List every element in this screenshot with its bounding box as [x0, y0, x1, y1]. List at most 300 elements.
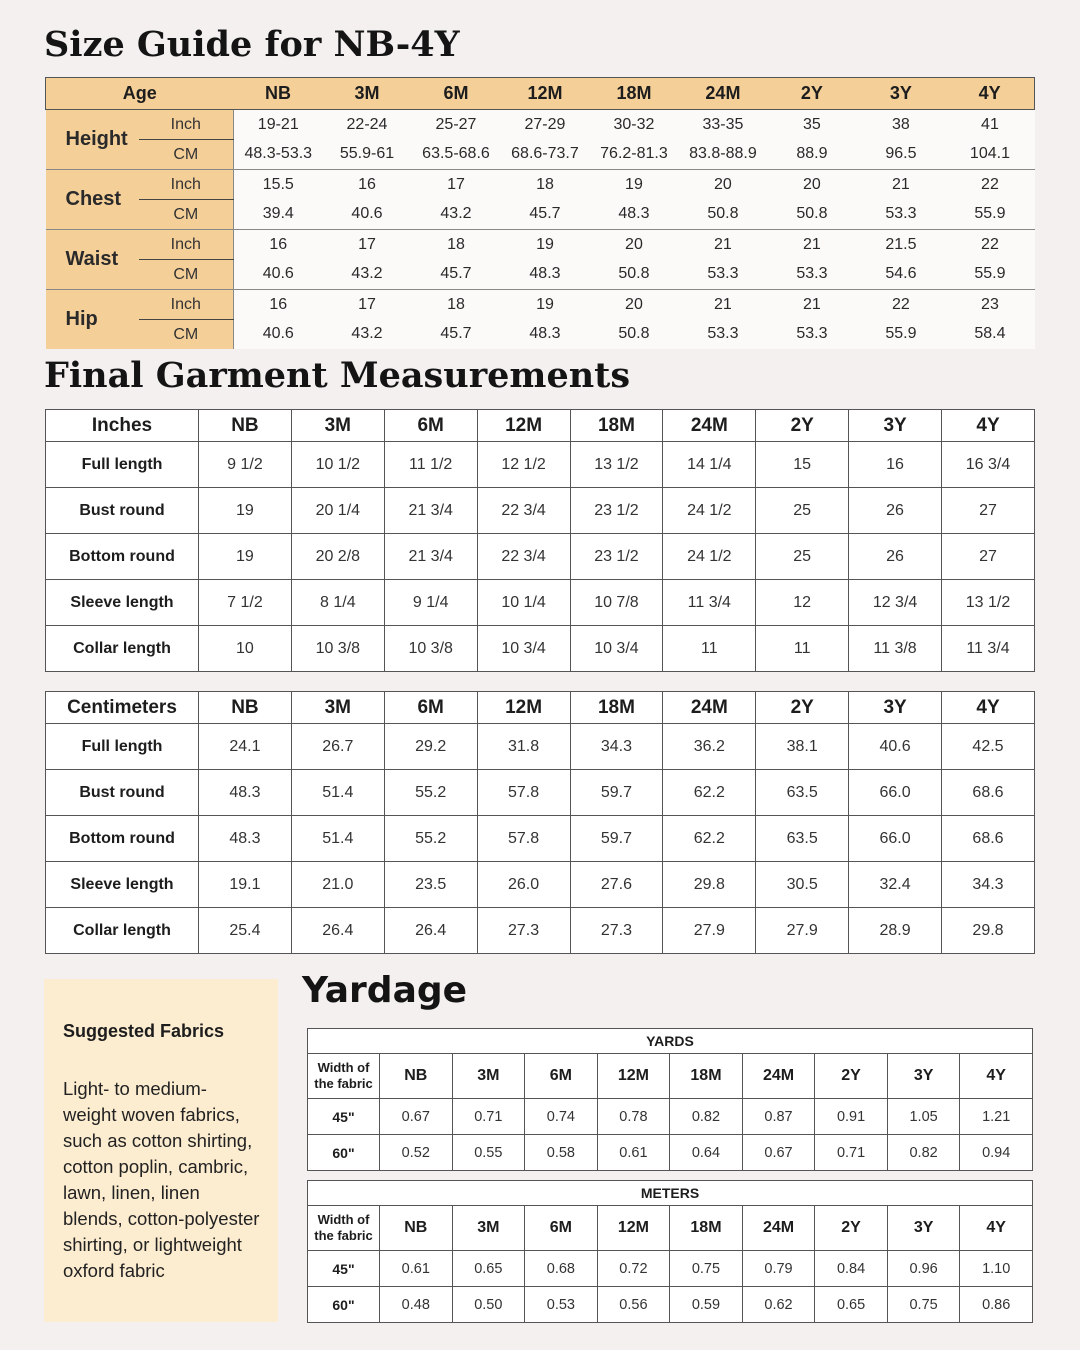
size-header: 24M — [663, 410, 756, 442]
table-cell: 0.72 — [597, 1251, 670, 1287]
size-guide-header-row — [46, 78, 1035, 110]
table-cell: 23 — [945, 290, 1034, 320]
table-cell: 21 — [767, 230, 856, 260]
size-header: 3Y — [887, 1206, 960, 1251]
table-cell: 42.5 — [942, 724, 1035, 770]
table-cell: 17 — [323, 230, 412, 260]
width-label-line2: the fabric — [314, 1076, 373, 1091]
table-cell: 83.8-88.9 — [678, 140, 767, 170]
size-header: 18M — [570, 410, 663, 442]
size-header: 2Y — [756, 692, 849, 724]
table-cell: 0.71 — [452, 1099, 525, 1135]
table-row — [46, 724, 1035, 770]
table-cell: 40.6 — [234, 320, 323, 350]
size-guide-row — [46, 110, 1035, 140]
unit-label-cm: CM — [139, 140, 234, 170]
table-cell: 22 3/4 — [477, 534, 570, 580]
table-cell: 22 — [945, 170, 1034, 200]
table-header-row — [308, 1206, 1033, 1251]
row-label: Full length — [46, 442, 199, 488]
table-cell: 0.64 — [670, 1135, 743, 1171]
table-cell: 27 — [942, 534, 1035, 580]
table-cell: 25.4 — [199, 908, 292, 954]
table-cell: 11 — [756, 626, 849, 672]
table-cell: 31.8 — [477, 724, 570, 770]
table-cell: 55.9-61 — [323, 140, 412, 170]
size-guide-table — [45, 77, 1035, 349]
table-cell: 25 — [756, 534, 849, 580]
table-cell: 40.6 — [323, 200, 412, 230]
unit-header: Centimeters — [46, 692, 199, 724]
table-cell: 40.6 — [849, 724, 942, 770]
table-cell: 0.50 — [452, 1287, 525, 1323]
table-cell: 9 1/4 — [384, 580, 477, 626]
table-cell: 54.6 — [856, 260, 945, 290]
table-cell: 19 — [199, 488, 292, 534]
size-header: 18M — [570, 692, 663, 724]
table-cell: 66.0 — [849, 770, 942, 816]
table-cell: 104.1 — [945, 140, 1034, 170]
table-cell: 22 — [945, 230, 1034, 260]
table-cell: 27.9 — [756, 908, 849, 954]
size-header: 3Y — [856, 78, 945, 110]
table-cell: 58.4 — [945, 320, 1034, 350]
table-row — [46, 534, 1035, 580]
table-cell: 13 1/2 — [570, 442, 663, 488]
row-label: Full length — [46, 724, 199, 770]
table-cell: 0.65 — [815, 1287, 888, 1323]
table-cell: 53.3 — [678, 260, 767, 290]
table-header-row — [308, 1054, 1033, 1099]
table-cell: 53.3 — [678, 320, 767, 350]
table-cell: 21 3/4 — [384, 488, 477, 534]
size-header: 4Y — [942, 692, 1035, 724]
table-cell: 12 3/4 — [849, 580, 942, 626]
table-cell: 59.7 — [570, 770, 663, 816]
table-cell: 11 3/8 — [849, 626, 942, 672]
table-cell: 18 — [411, 230, 500, 260]
size-guide-title: Size Guide for NB-4Y — [44, 24, 460, 65]
table-cell: 55.2 — [384, 770, 477, 816]
table-cell: 48.3 — [589, 200, 678, 230]
table-cell: 15 — [756, 442, 849, 488]
table-cell: 23 1/2 — [570, 488, 663, 534]
table-cell: 0.58 — [525, 1135, 598, 1171]
row-label: 45" — [308, 1099, 380, 1135]
table-cell: 38 — [856, 110, 945, 140]
table-row — [308, 1135, 1033, 1171]
table-cell: 53.3 — [856, 200, 945, 230]
table-cell: 19 — [500, 290, 589, 320]
size-guide-row — [46, 260, 1035, 290]
table-cell: 0.71 — [815, 1135, 888, 1171]
table-cell: 26 — [849, 488, 942, 534]
table-row — [46, 488, 1035, 534]
table-cell: 50.8 — [678, 200, 767, 230]
size-guide-row — [46, 290, 1035, 320]
unit-label-cm: CM — [139, 200, 234, 230]
size-guide-row — [46, 200, 1035, 230]
table-cell: 19.1 — [199, 862, 292, 908]
table-caption-row — [308, 1181, 1033, 1206]
table-cell: 43.2 — [323, 320, 412, 350]
table-cell: 24 1/2 — [663, 534, 756, 580]
size-header: 3M — [291, 692, 384, 724]
table-cell: 19 — [500, 230, 589, 260]
table-row — [308, 1287, 1033, 1323]
table-row — [46, 580, 1035, 626]
table-cell: 0.61 — [380, 1251, 453, 1287]
table-cell: 0.78 — [597, 1099, 670, 1135]
size-header: 3M — [452, 1206, 525, 1251]
size-guide-row — [46, 170, 1035, 200]
table-cell: 10 7/8 — [570, 580, 663, 626]
table-cell: 17 — [411, 170, 500, 200]
table-cell: 33-35 — [678, 110, 767, 140]
table-cell: 59.7 — [570, 816, 663, 862]
row-label: Sleeve length — [46, 580, 199, 626]
table-row — [46, 908, 1035, 954]
table-cell: 88.9 — [767, 140, 856, 170]
measurement-label: Waist — [46, 230, 139, 290]
table-cell: 55.9 — [945, 260, 1034, 290]
table-cell: 45.7 — [411, 320, 500, 350]
size-header: 6M — [525, 1054, 598, 1099]
table-row — [46, 816, 1035, 862]
table-cell: 11 — [663, 626, 756, 672]
table-cell: 17 — [323, 290, 412, 320]
size-header: NB — [380, 1054, 453, 1099]
table-cell: 68.6-73.7 — [500, 140, 589, 170]
table-cell: 26.4 — [291, 908, 384, 954]
table-cell: 11 1/2 — [384, 442, 477, 488]
table-cell: 27.6 — [570, 862, 663, 908]
size-header: 24M — [678, 78, 767, 110]
table-cell: 57.8 — [477, 816, 570, 862]
table-cell: 12 — [756, 580, 849, 626]
table-cell: 0.79 — [742, 1251, 815, 1287]
table-header-row — [46, 692, 1035, 724]
row-label: Collar length — [46, 908, 199, 954]
table-cell: 16 — [234, 290, 323, 320]
size-header: 3M — [291, 410, 384, 442]
table-cell: 0.75 — [887, 1287, 960, 1323]
table-header-row — [46, 410, 1035, 442]
table-cell: 62.2 — [663, 816, 756, 862]
table-row — [308, 1251, 1033, 1287]
table-cell: 18 — [411, 290, 500, 320]
size-header: 12M — [477, 410, 570, 442]
table-cell: 27.9 — [663, 908, 756, 954]
unit-label-cm: CM — [139, 320, 234, 350]
unit-label-inch: Inch — [139, 290, 234, 320]
table-cell: 51.4 — [291, 770, 384, 816]
size-header: 3M — [323, 78, 412, 110]
table-cell: 0.53 — [525, 1287, 598, 1323]
table-cell: 66.0 — [849, 816, 942, 862]
table-cell: 0.91 — [815, 1099, 888, 1135]
table-cell: 22 3/4 — [477, 488, 570, 534]
size-header: NB — [234, 78, 323, 110]
table-cell: 16 3/4 — [942, 442, 1035, 488]
size-header: 2Y — [767, 78, 856, 110]
table-cell: 30.5 — [756, 862, 849, 908]
table-cell: 11 3/4 — [942, 626, 1035, 672]
table-cell: 20 — [589, 290, 678, 320]
table-cell: 14 1/4 — [663, 442, 756, 488]
unit-label-inch: Inch — [139, 110, 234, 140]
size-header: 18M — [670, 1206, 743, 1251]
table-cell: 55.2 — [384, 816, 477, 862]
table-cell: 27-29 — [500, 110, 589, 140]
table-cell: 62.2 — [663, 770, 756, 816]
table-cell: 23.5 — [384, 862, 477, 908]
table-cell: 15.5 — [234, 170, 323, 200]
width-label-line1: Width of — [317, 1212, 370, 1227]
row-label: Collar length — [46, 626, 199, 672]
age-header: Age — [46, 78, 234, 110]
measurement-label: Hip — [46, 290, 139, 350]
table-caption: YARDS — [308, 1029, 1033, 1054]
unit-header: Inches — [46, 410, 199, 442]
table-cell: 8 1/4 — [291, 580, 384, 626]
table-cell: 0.59 — [670, 1287, 743, 1323]
table-cell: 24.1 — [199, 724, 292, 770]
table-cell: 21 3/4 — [384, 534, 477, 580]
size-header: NB — [199, 410, 292, 442]
suggested-fabrics-box — [44, 979, 278, 1322]
table-cell: 0.56 — [597, 1287, 670, 1323]
table-cell: 25-27 — [411, 110, 500, 140]
table-cell: 34.3 — [570, 724, 663, 770]
size-guide-row — [46, 140, 1035, 170]
size-header: 18M — [670, 1054, 743, 1099]
size-header: 6M — [384, 692, 477, 724]
table-cell: 0.67 — [380, 1099, 453, 1135]
table-cell: 9 1/2 — [199, 442, 292, 488]
garment-inches-table — [45, 409, 1035, 672]
table-cell: 0.65 — [452, 1251, 525, 1287]
table-cell: 29.8 — [942, 908, 1035, 954]
table-cell: 23 1/2 — [570, 534, 663, 580]
table-cell: 29.8 — [663, 862, 756, 908]
table-cell: 10 1/4 — [477, 580, 570, 626]
size-header: 3Y — [849, 410, 942, 442]
table-cell: 0.67 — [742, 1135, 815, 1171]
width-of-fabric-header — [308, 1054, 380, 1099]
width-label-line1: Width of — [317, 1060, 370, 1075]
table-cell: 19-21 — [234, 110, 323, 140]
table-cell: 16 — [234, 230, 323, 260]
table-cell: 24 1/2 — [663, 488, 756, 534]
table-cell: 0.74 — [525, 1099, 598, 1135]
row-label: Bust round — [46, 488, 199, 534]
table-row — [308, 1099, 1033, 1135]
size-header: 3M — [452, 1054, 525, 1099]
size-header: 6M — [525, 1206, 598, 1251]
measurement-label: Height — [46, 110, 139, 170]
size-header: 2Y — [815, 1206, 888, 1251]
table-cell: 26.0 — [477, 862, 570, 908]
row-label: Bust round — [46, 770, 199, 816]
unit-label-inch: Inch — [139, 170, 234, 200]
size-header: 4Y — [960, 1206, 1033, 1251]
table-cell: 10 3/4 — [477, 626, 570, 672]
size-header: 24M — [742, 1054, 815, 1099]
table-cell: 10 3/8 — [384, 626, 477, 672]
table-row — [46, 862, 1035, 908]
table-cell: 20 — [589, 230, 678, 260]
table-cell: 16 — [849, 442, 942, 488]
table-cell: 32.4 — [849, 862, 942, 908]
garment-centimeters-table — [45, 691, 1035, 954]
size-header: NB — [199, 692, 292, 724]
table-cell: 11 3/4 — [663, 580, 756, 626]
table-cell: 53.3 — [767, 260, 856, 290]
unit-label-inch: Inch — [139, 230, 234, 260]
table-cell: 0.84 — [815, 1251, 888, 1287]
size-header: 2Y — [756, 410, 849, 442]
table-cell: 68.6 — [942, 770, 1035, 816]
table-cell: 0.96 — [887, 1251, 960, 1287]
row-label: Sleeve length — [46, 862, 199, 908]
table-cell: 1.10 — [960, 1251, 1033, 1287]
table-cell: 0.52 — [380, 1135, 453, 1171]
table-row — [46, 770, 1035, 816]
table-cell: 10 3/8 — [291, 626, 384, 672]
suggested-fabrics-title: Suggested Fabrics — [63, 1021, 225, 1041]
table-cell: 0.94 — [960, 1135, 1033, 1171]
table-cell: 55.9 — [945, 200, 1034, 230]
table-cell: 21.0 — [291, 862, 384, 908]
table-cell: 20 — [678, 170, 767, 200]
table-cell: 10 1/2 — [291, 442, 384, 488]
table-cell: 10 3/4 — [570, 626, 663, 672]
table-cell: 50.8 — [589, 320, 678, 350]
size-header: NB — [380, 1206, 453, 1251]
table-cell: 1.21 — [960, 1099, 1033, 1135]
table-cell: 0.68 — [525, 1251, 598, 1287]
row-label: 60" — [308, 1135, 380, 1171]
table-cell: 53.3 — [767, 320, 856, 350]
size-header: 12M — [597, 1206, 670, 1251]
table-cell: 48.3 — [500, 320, 589, 350]
table-cell: 55.9 — [856, 320, 945, 350]
table-cell: 0.48 — [380, 1287, 453, 1323]
size-header: 18M — [589, 78, 678, 110]
size-header: 6M — [411, 78, 500, 110]
row-label: 60" — [308, 1287, 380, 1323]
table-cell: 26.4 — [384, 908, 477, 954]
table-cell: 16 — [323, 170, 412, 200]
table-cell: 26.7 — [291, 724, 384, 770]
table-cell: 13 1/2 — [942, 580, 1035, 626]
table-cell: 63.5 — [756, 770, 849, 816]
table-cell: 20 1/4 — [291, 488, 384, 534]
table-cell: 30-32 — [589, 110, 678, 140]
row-label: 45" — [308, 1251, 380, 1287]
table-cell: 22-24 — [323, 110, 412, 140]
table-cell: 26 — [849, 534, 942, 580]
size-header: 2Y — [815, 1054, 888, 1099]
table-cell: 45.7 — [500, 200, 589, 230]
table-caption-row — [308, 1029, 1033, 1054]
table-cell: 21 — [678, 230, 767, 260]
garment-measurements-title: Final Garment Measurements — [44, 355, 631, 396]
table-cell: 34.3 — [942, 862, 1035, 908]
size-header: 12M — [500, 78, 589, 110]
table-cell: 48.3 — [199, 770, 292, 816]
size-header: 3Y — [849, 692, 942, 724]
table-cell: 0.55 — [452, 1135, 525, 1171]
table-cell: 48.3-53.3 — [234, 140, 323, 170]
table-cell: 21 — [678, 290, 767, 320]
table-cell: 22 — [856, 290, 945, 320]
table-cell: 19 — [199, 534, 292, 580]
table-cell: 51.4 — [291, 816, 384, 862]
width-label-line2: the fabric — [314, 1228, 373, 1243]
table-cell: 27.3 — [570, 908, 663, 954]
row-label: Bottom round — [46, 816, 199, 862]
size-header: 4Y — [945, 78, 1034, 110]
table-cell: 57.8 — [477, 770, 570, 816]
table-cell: 0.75 — [670, 1251, 743, 1287]
table-cell: 0.82 — [670, 1099, 743, 1135]
suggested-fabrics-text: Light- to medium-weight woven fabrics, such as cotton shirting, cotton poplin, cambric, lawn, linen, linen blends, cotton-polyester shirting, or lightweight oxford fabric — [63, 1078, 260, 1281]
table-cell: 21 — [856, 170, 945, 200]
size-header: 6M — [384, 410, 477, 442]
table-cell: 45.7 — [411, 260, 500, 290]
table-cell: 10 — [199, 626, 292, 672]
size-header: 12M — [477, 692, 570, 724]
table-cell: 21 — [767, 290, 856, 320]
table-cell: 18 — [500, 170, 589, 200]
table-cell: 40.6 — [234, 260, 323, 290]
table-cell: 43.2 — [411, 200, 500, 230]
table-cell: 27 — [942, 488, 1035, 534]
table-cell: 39.4 — [234, 200, 323, 230]
size-guide-row — [46, 320, 1035, 350]
table-cell: 28.9 — [849, 908, 942, 954]
size-header: 12M — [597, 1054, 670, 1099]
size-guide-row — [46, 230, 1035, 260]
yardage-title: Yardage — [302, 970, 468, 1011]
unit-label-cm: CM — [139, 260, 234, 290]
size-header: 24M — [742, 1206, 815, 1251]
table-cell: 38.1 — [756, 724, 849, 770]
table-cell: 48.3 — [500, 260, 589, 290]
table-cell: 50.8 — [767, 200, 856, 230]
size-header: 4Y — [942, 410, 1035, 442]
table-cell: 27.3 — [477, 908, 570, 954]
table-cell: 7 1/2 — [199, 580, 292, 626]
table-cell: 12 1/2 — [477, 442, 570, 488]
table-row — [46, 442, 1035, 488]
measurement-label: Chest — [46, 170, 139, 230]
table-cell: 25 — [756, 488, 849, 534]
table-row — [46, 626, 1035, 672]
table-cell: 29.2 — [384, 724, 477, 770]
table-cell: 50.8 — [589, 260, 678, 290]
size-header: 24M — [663, 692, 756, 724]
size-header: 3Y — [887, 1054, 960, 1099]
table-cell: 21.5 — [856, 230, 945, 260]
table-cell: 1.05 — [887, 1099, 960, 1135]
table-cell: 20 — [767, 170, 856, 200]
table-cell: 63.5-68.6 — [411, 140, 500, 170]
table-cell: 20 2/8 — [291, 534, 384, 580]
table-cell: 0.82 — [887, 1135, 960, 1171]
